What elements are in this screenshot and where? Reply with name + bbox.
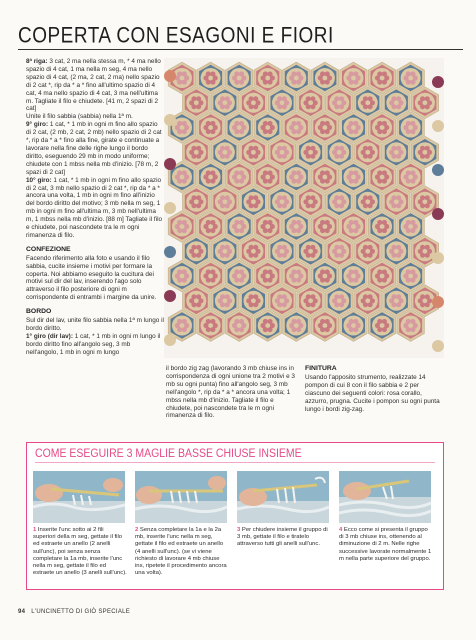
page-footer [18,609,130,615]
finitura-text: Usando l'apposito strumento, realizzate 14 pompon di cui 8 con il filo sabbia e 2 per ciascuno dei seguenti colori: rosa corallo, azzurro, prugna. Cucite i pompon su ogni punta lungo i bordi zig-zag. [305,373,440,413]
crochet-step-2-illustration [135,471,227,523]
round-9-paragraph [26,121,164,176]
blanket-photo [164,58,444,358]
howto-divider [35,462,435,463]
round-10-text: 1 cat, * 1 mb in ogni m fino allo spazio di 2 cat, 3 mb nello spazio di 2 cat *, rip da * a * ancora una volta, 1 mb in ogni m fino all'inizio del bordo diritto del motivo; 3 mb nella m seg, 1 mb in ogni m fino all'ultima m, 3 mb nell'ultima m, 1 mbss nella mb d'inizio. [88 m] Tagliate il filo e chiudete, poi nascondete tra le m ogni rimanenza di filo. [26,176,163,239]
howto-title: COME ESEGUIRE 3 MAGLIE BASSE CHIUSE INSIEME [35,447,302,461]
instructions-middle-column [166,365,298,420]
step-4-text: Ecco come si presenta il gruppo di 3 mb chiuse ins, ottenendo al diminuzione di 2 m. Nelle righe successive lavorate normalmente 1 m nella parte superiore del gruppo. [339,527,432,562]
step-3-caption [237,527,331,549]
pompon [432,252,444,264]
round-8-text: 3 cat, 2 ma nella stessa m, * 4 ma nello spazio di 4 cat, 1 ma nella m seg, 4 ma nello spazio di 4 cat, (2 ma, 2 cat, 2 ma) nello spazio di 2 cat *, rip da * a * fino all'ultimo spazio di 4 cat, 4 ma nello spazio di 4 cat, 3 ma nell'ultima m. Tagliate il filo e chiudete. [41 m, 2 spazi di 2 cat] [26,58,161,113]
pompon [432,164,444,176]
instructions-left-column [26,58,164,357]
pompon [432,296,444,308]
title-divider [18,49,463,50]
page-title: COPERTA CON ESAGONI E FIORI [18,24,334,49]
step-3-text: Per chiudere insieme il gruppo di 3 mb, gettate il filo e tiratelo attraverso tutti gli anelli sull'unc. [237,527,328,548]
step-1-photo [33,471,125,523]
pompon [164,290,176,302]
round-9-label: 9° giro: [26,121,49,129]
round-8-tail: Unite il filo sabbia (sabbia) nella 1ª m. [26,113,133,121]
step-1-caption [33,527,127,577]
step-3-photo [237,471,329,523]
confezione-heading: CONFEZIONE [26,245,71,253]
pompon [432,76,444,88]
bordo-text: Sul dir del lav, unite filo sabbia nella 1ª m lungo il bordo diritto. [26,317,164,332]
page-number: 94 [18,609,26,615]
step-3-number: 3 [237,527,241,533]
instructions-right-column [305,365,445,413]
bordo-heading: BORDO [26,308,52,316]
pompon [432,340,444,352]
step-1-number: 1 [33,527,37,533]
crochet-step-3-illustration [237,471,329,523]
crochet-step-1-illustration [33,471,125,523]
crochet-step-4-illustration [339,471,431,523]
step-1-text: Inserite l'unc sotto ai 2 fili superiori della m seg, gettate il filo ed estraete un anello (2 anelli sull'unc), poi senza senza completare la 1a mb, inserite l'unc nella m seg, gettate il filo ed estraete un anello (3 anelli sull'unc). [33,527,127,577]
pompon [164,334,176,346]
finitura-heading: FINITURA [305,365,337,372]
step-2-photo [135,471,227,523]
step-4-number: 4 [339,527,343,533]
pompon [432,120,444,132]
step-2-number: 2 [135,527,139,533]
pompon [164,158,176,170]
pompon [164,246,176,258]
hexagon-blanket-illustration [164,58,444,358]
bordo-round-1-paragraph [26,333,164,357]
pompon [432,208,444,220]
step-4-photo [339,471,431,523]
step-2-text: Senza completare la 1a e la 2a mb, inserite l'unc nella m seg, gettate il filo ed estraete un anello (4 anelli sull'unc). (se vi viene richiesto di lavorare 4 mb chiuse ins, ripetete il procedimento ancora una volta). [135,527,227,577]
round-8-label: 8ª riga: [26,58,48,65]
magazine-name: L'UNCINETTO DI GIÒ SPECIALE [31,609,131,615]
round-10-label: 10° giro: [26,176,52,184]
howto-box [26,442,444,590]
confezione-text: Facendo riferimento alla foto e usando il filo sabbia, cucite insieme i motivi per formare la coperta. Noi abbiamo eseguito la cucitura dei motivi sul dir del lav, inserendo l'ago solo attraverso il filo posteriore di ogni m corrispondente di entrambi i margine da unire. [26,254,157,302]
step-2-caption [135,527,229,577]
pompon [164,202,176,214]
step-4-caption [339,527,433,563]
pompon [164,70,176,82]
bordo-round-1-label: 1° giro (dir lav): [26,332,73,340]
bordo-continued-text: il bordo zig zag (lavorando 3 mb chiuse ins in corrispondenza di ogni unione tra 2 motivi e 3 mb su ogni punta) fino all'angolo seg, 3 mb nell'angolo *, rip da * a * ancora una volta; 1 mbss nella mb d'inizio. Tagliate il filo e chiudete, poi nascondete tra le m ogni rimanenza di filo. [166,365,295,420]
bordo-round-1-text: 1 cat, * 1 mb in ogni m lungo il bordo diritto fino all'angolo seg, 3 mb nell'angolo, 1 mb in ogni m lungo [26,332,161,356]
round-9-text: 1 cat, * 1 mb in ogni m fino allo spazio di 2 cat, (2 mb, 2 cat, 2 mb) nello spazio di 2 cat *, rip da * a * fino alla fine, girate e continuate a lavorare nella fine delle righe lungo il bordo diritto, eseguendo 29 mb in modo uniforme; chiudete con 1 mbss nella mb d'inizio. [78 m, 2 spazi di 2 cat] [26,121,162,176]
round-10-paragraph [26,177,164,240]
pompon [164,114,176,126]
round-8-paragraph [26,58,164,113]
